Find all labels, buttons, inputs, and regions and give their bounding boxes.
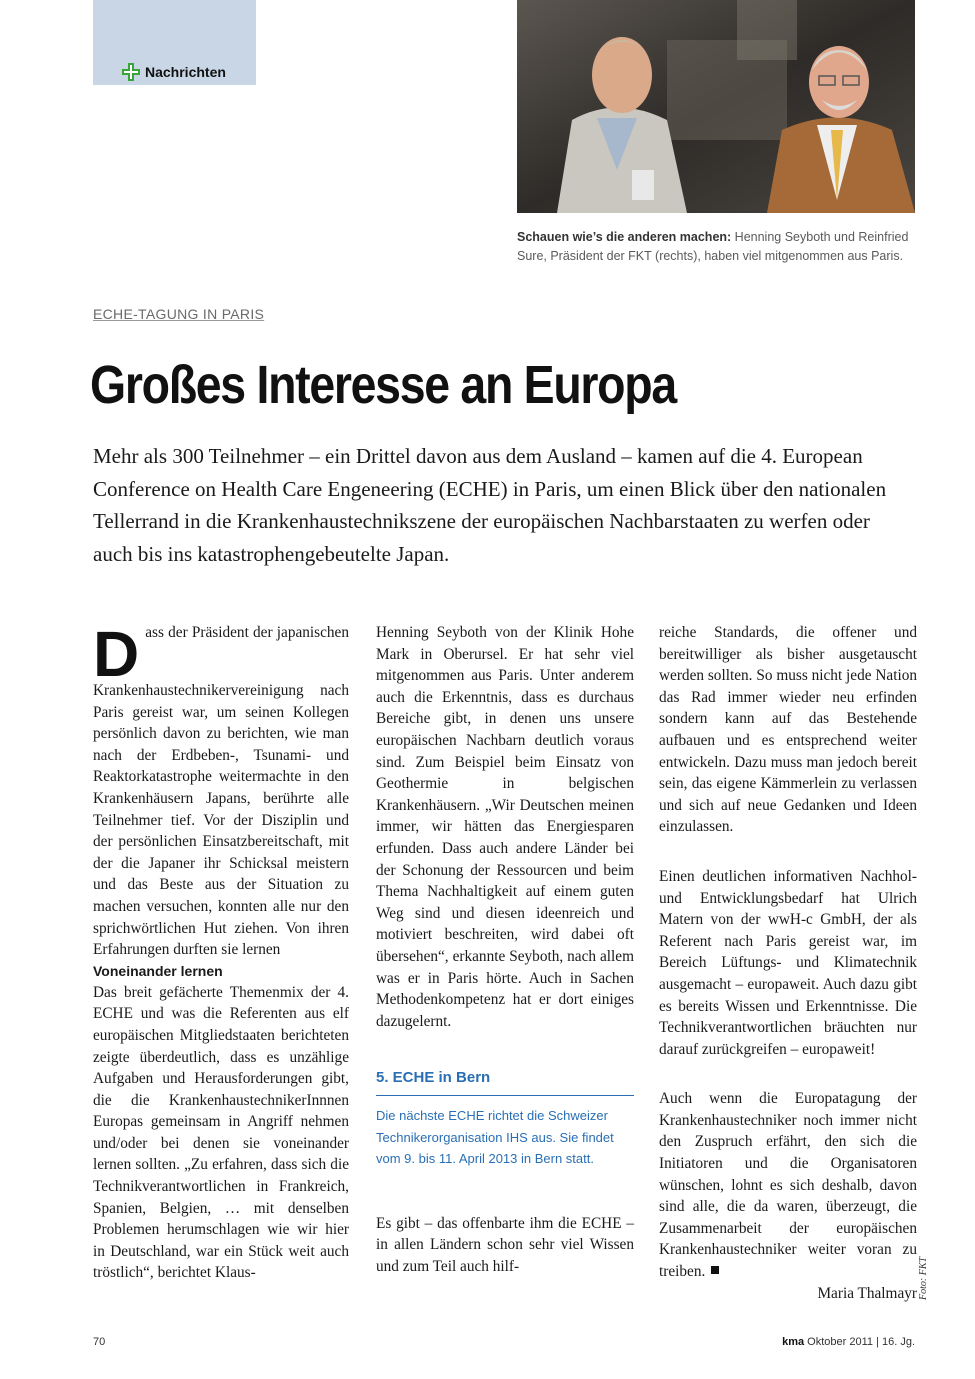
column-3 bbox=[659, 622, 917, 1304]
cross-icon bbox=[121, 62, 141, 82]
article-photo bbox=[517, 0, 915, 213]
page-number: 70 bbox=[93, 1336, 106, 1348]
author-name: Maria Thalmayr bbox=[817, 1284, 917, 1302]
paragraph-body: Henning Seyboth von der Klinik Hohe Mark in Oberursel. Er hat sehr viel mitgenommen aus Paris. Unter anderem auch die Erkenntnis, dass es durchaus Bereiche gibt, in denen uns unsere europäischen Nachbarn deutlich voraus sind. Zum Beispiel beim Einsatz von Geothermie in belgischen Krankenhäusern. „Wir Deutschen meinen immer, wir hätten das Energiesparen erfunden. Dass auch andere Länder bei der Schonung der Ressourcen und beim Thema Nachhaltigkeit auf einem guten Weg sind und diesen ideenreich und motiviert beschreiten, wird dabei oft übersehen“, erkannte Seyboth, nach allem was er in Paris hörte. Auch in Sachen Methodenkompetenz hat er dort einiges dazugelernt. bbox=[376, 624, 634, 1030]
section-label bbox=[121, 62, 226, 82]
magazine-logo: kma bbox=[782, 1336, 805, 1348]
issue-info: Oktober 2011 | 16. Jg. bbox=[804, 1336, 915, 1348]
drop-cap: D bbox=[93, 618, 140, 690]
section-label-text: Nachrichten bbox=[145, 64, 226, 80]
article-kicker: ECHE-TAGUNG IN PARIS bbox=[93, 306, 265, 322]
paragraph-body: Das breit gefächerte Themenmix der 4. ECHE und was die Referenten aus elf europäischen Mitgliedstaaten berichteten zeigte überdeutlich, dass es unzählige Aufgaben und Herausforderungen gibt, die die KrankenhaustechnikerInnnen Europas gemeinsam in Angriff nehmen und/oder bei denen sie voneinander lernen sollten. „Zu erfahren, dass sich die Technikverantwortlichen in Frankreich, Spanien, Belgien, … mit denselben Problemen herumschlagen wie wir hier in Deutschland, war ein Stück weit auch tröstlich“, berichtet Klaus- bbox=[93, 983, 349, 1282]
spacer bbox=[376, 1170, 634, 1213]
article-lead: Mehr als 300 Teilnehmer – ein Drittel davon aus dem Ausland – kamen auf die 4. European Conference on Health Care Engeneering (ECHE) in Paris, um einen Blick über den nationalen Tellerrand in die Krankenhaustechnikszene der europäischen Nachbarstaaten zu werfen oder auch bis ins katastrophengebeutelte Japan. bbox=[93, 444, 887, 566]
spacer bbox=[659, 1060, 917, 1088]
footer-issue bbox=[782, 1336, 915, 1348]
paragraph-intro bbox=[93, 618, 349, 961]
closing-text: Auch wenn die Europatagung der Krankenhaustechniker noch immer nicht den Zuspruch erfährt, den sich die Initiatoren und die Organisatoren wünschen, lohnt es sich deshalb, davon sind alle, die da waren, überzeugt, die Zusammenarbeit der europäischen Krankenhaustechniker weiter voran zu treiben. bbox=[659, 1090, 917, 1281]
column-1 bbox=[93, 618, 349, 1284]
photo-caption bbox=[517, 228, 917, 266]
end-mark-icon bbox=[711, 1266, 719, 1274]
photo-credit: Foto: FKT bbox=[918, 1256, 929, 1300]
column-2 bbox=[376, 622, 634, 1278]
info-box-title: 5. ECHE in Bern bbox=[376, 1067, 634, 1096]
paragraph-body: Es gibt – das offenbarte ihm die ECHE – in allen Ländern schon sehr viel Wissen und zum Teil auch hilf- bbox=[376, 1214, 634, 1275]
subheading-voneinander-lernen: Voneinander lernen bbox=[93, 962, 223, 979]
article-headline: Großes Interesse an Europa bbox=[90, 355, 676, 415]
intro-text: ass der Präsident der japanischen Krankenhaustechnikervereinigung nach Paris gereist war, um seinen Kollegen persönlich davon zu berichten, wie man nach der Erdbeben-, Tsunami- und Reaktorkatastrophe weitermachte in den Krankenhäusern Japans, berührte alle Teilnehmer tief. Vor der Disziplin und der persönlichen Einsatzbereitschaft, mit der die Japaner ihr Schicksal meistern und das Beste aus der Situation zu machen versuchen, konnten alle nur den sprichwörtlichen Hut ziehen. Von ihren Erfahrungen durften sie lernen bbox=[93, 624, 349, 959]
caption-text: Henning Seyboth und Reinfried Sure, Präsident der FKT (rechts), haben viel mitgenommen aus Paris. bbox=[517, 230, 909, 263]
caption-lead: Schauen wie’s die anderen machen: bbox=[517, 230, 732, 244]
paragraph-body: reiche Standards, die offener und bereitwilliger als bisher ausgetauscht werden sollten. So muss nicht jede Nation das Rad immer wieder neu erfinden sondern kann auf das Bestehende aufbauen und es entsprechend weiter entwickeln. Dazu muss man jedoch bereit sein, das eigene Kämmerlein zu verlassen und sich auf neue Gedanken und Ideen einzulassen. bbox=[659, 624, 917, 836]
spacer bbox=[659, 838, 917, 866]
paragraph-closing bbox=[659, 1088, 917, 1282]
info-box-text: Die nächste ECHE richtet die Schweizer Technikerorganisation IHS aus. Sie findet vom 9. bis 11. April 2013 in Bern statt. bbox=[376, 1108, 614, 1167]
paragraph-body: Einen deutlichen informativen Nachhol- und Entwicklungsbedarf hat Ulrich Matern von der wwH-c GmbH, der als Referent nach Paris gereist war, im Bereich Lüftungs- und Klimatechnik ausgemacht – europaweit. Auch dazu gibt es bereits Wissen und Erkenntnisse. Die Technikverantwortlichen bräuchten nur darauf zurückgreifen – europaweit! bbox=[659, 867, 917, 1058]
